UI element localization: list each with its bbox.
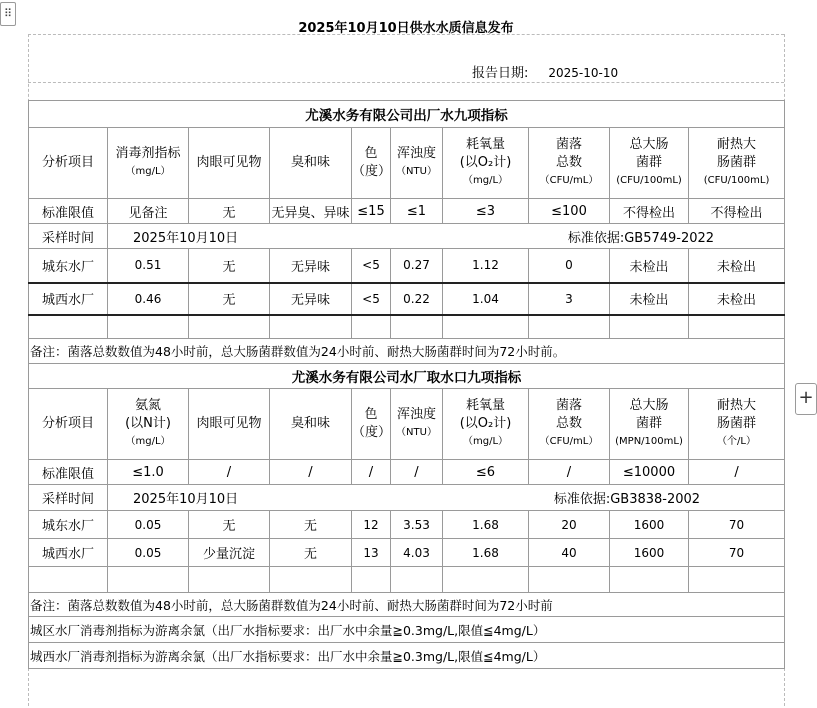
table-cell[interactable]: ≤1.0 (108, 460, 189, 485)
t1-header-row (29, 128, 785, 199)
t2-header-cell[interactable]: 耐热大 肠菌群 （个/L） (689, 389, 785, 460)
add-column-button[interactable]: + (795, 383, 817, 415)
table-cell[interactable] (352, 567, 391, 593)
table-cell[interactable]: ≤1 (391, 199, 443, 224)
table-cell[interactable]: 0.05 (108, 511, 189, 539)
table-cell[interactable]: 城东水厂 (29, 249, 108, 283)
table-cell[interactable] (610, 315, 689, 339)
table-row (29, 539, 785, 567)
table-cell[interactable]: 12 (352, 511, 391, 539)
table-cell[interactable]: 70 (689, 511, 785, 539)
t1-sampling-row (29, 224, 785, 249)
t2-header-cell[interactable]: 氨氮 (以N计) （mg/L） (108, 389, 189, 460)
document-title: 2025年10月10日供水水质信息发布 (298, 21, 514, 36)
table-cell[interactable]: 未检出 (689, 249, 785, 283)
table-cell[interactable]: ≤10000 (610, 460, 689, 485)
table-cell[interactable] (529, 315, 610, 339)
table-cell[interactable]: 无异味 (270, 283, 352, 315)
table-title-row (29, 101, 785, 128)
table-cell[interactable]: ≤100 (529, 199, 610, 224)
table-cell[interactable]: / (529, 460, 610, 485)
table-cell[interactable] (529, 567, 610, 593)
t1-limits-row (29, 199, 785, 224)
table-cell[interactable] (689, 315, 785, 339)
t2-note-row (29, 643, 785, 669)
t1-header-cell[interactable]: 肉眼可见物 (189, 128, 270, 199)
t1-title[interactable]: 尤溪水务有限公司出厂水九项指标 (29, 101, 785, 128)
quality-sheet (28, 100, 784, 669)
table-title-row (29, 364, 785, 389)
table-cell[interactable]: 未检出 (610, 283, 689, 315)
standard-basis: 标准依据:GB3838-2002 (553, 492, 701, 507)
standard-basis: 标准依据:GB5749-2022 (567, 230, 715, 246)
table-cell[interactable]: 无异臭、异味 (270, 199, 352, 224)
table-cell[interactable] (443, 567, 529, 593)
table-cell[interactable] (391, 315, 443, 339)
quality-table (28, 100, 785, 669)
table-cell[interactable]: 1.04 (443, 283, 529, 315)
t2-header-cell[interactable]: 浑浊度 （NTU） (391, 389, 443, 460)
table-cell[interactable]: 1600 (610, 539, 689, 567)
table-cell[interactable]: 20 (529, 511, 610, 539)
table-cell[interactable]: / (270, 460, 352, 485)
t1-header-cell[interactable]: 臭和味 (270, 128, 352, 199)
table-cell[interactable] (352, 315, 391, 339)
t1-header-cell[interactable]: 浑浊度 （NTU） (391, 128, 443, 199)
table-row (29, 249, 785, 283)
table-cell[interactable]: 1600 (610, 511, 689, 539)
t1-header-cell[interactable]: 色 （度） (352, 128, 391, 199)
t1-header-cell[interactable]: 耐热大 肠菌群 (CFU/100mL) (689, 128, 785, 199)
table-cell[interactable]: 城东水厂 (29, 511, 108, 539)
t2-note[interactable]: 城西水厂消毒剂指标为游离余氯（出厂水指标要求：出厂水中余量≧0.3mg/L,限值≦4mg/L） (29, 643, 785, 669)
table-cell[interactable]: 无 (189, 249, 270, 283)
table-cell[interactable]: 无 (189, 283, 270, 315)
table-cell[interactable]: 0.51 (108, 249, 189, 283)
table-cell[interactable] (29, 567, 108, 593)
table-cell[interactable]: 标准限值 (29, 199, 108, 224)
table-cell[interactable]: 无 (189, 199, 270, 224)
sampling-date: 2025年10月10日 (133, 230, 239, 246)
table-cell[interactable]: 未检出 (610, 249, 689, 283)
table-cell[interactable] (270, 315, 352, 339)
table-cell[interactable]: / (352, 460, 391, 485)
table-cell[interactable]: 无 (270, 539, 352, 567)
header-boundary (28, 82, 784, 83)
table-cell[interactable]: 0.46 (108, 283, 189, 315)
table-cell[interactable]: / (689, 460, 785, 485)
table-cell[interactable]: <5 (352, 249, 391, 283)
table-cell[interactable]: / (189, 460, 270, 485)
table-cell[interactable]: 0.22 (391, 283, 443, 315)
t1-note[interactable]: 备注：菌落总数数值为48小时前，总大肠菌群数值为24小时前、耐热大肠菌群时间为72小时前。 (29, 339, 785, 364)
table-cell[interactable]: 1.68 (443, 511, 529, 539)
table-cell[interactable]: 1.12 (443, 249, 529, 283)
t2-limits-row (29, 460, 785, 485)
t1-header-cell[interactable]: 耗氧量 (以O₂计) （mg/L） (443, 128, 529, 199)
t1-note-row (29, 339, 785, 364)
table-row (29, 511, 785, 539)
t2-header-cell[interactable]: 臭和味 (270, 389, 352, 460)
table-cell[interactable]: <5 (352, 283, 391, 315)
table-cell[interactable]: 3.53 (391, 511, 443, 539)
table-cell[interactable]: 70 (689, 539, 785, 567)
t1-sampling-cell[interactable] (108, 224, 785, 249)
report-date-value: 2025-10-10 (548, 66, 619, 80)
t1-header-cell[interactable]: 消毒剂指标 （mg/L） (108, 128, 189, 199)
t2-note[interactable]: 城区水厂消毒剂指标为游离余氯（出厂水指标要求：出厂水中余量≧0.3mg/L,限值≦4mg/L） (29, 617, 785, 643)
t2-header-cell[interactable]: 肉眼可见物 (189, 389, 270, 460)
table-cell[interactable]: 采样时间 (29, 224, 108, 249)
t2-note[interactable]: 备注：菌落总数数值为48小时前，总大肠菌群数值为24小时前、耐热大肠菌群时间为72小时前 (29, 593, 785, 617)
table-cell[interactable]: ≤15 (352, 199, 391, 224)
sampling-date: 2025年10月10日 (133, 492, 239, 507)
t2-note-row (29, 617, 785, 643)
t2-header-cell[interactable]: 菌落 总数 （CFU/mL） (529, 389, 610, 460)
t1-header-cell[interactable]: 菌落 总数 （CFU/mL） (529, 128, 610, 199)
table-cell[interactable]: 0 (529, 249, 610, 283)
table-cell[interactable] (443, 315, 529, 339)
t2-header-cell[interactable]: 总大肠 菌群 (MPN/100mL) (610, 389, 689, 460)
table-cell[interactable] (29, 315, 108, 339)
table-cell[interactable] (391, 567, 443, 593)
t2-header-cell[interactable]: 分析项目 (29, 389, 108, 460)
table-cell[interactable]: / (391, 460, 443, 485)
table-cell[interactable]: ≤6 (443, 460, 529, 485)
table-cell[interactable]: 城西水厂 (29, 539, 108, 567)
table-cell[interactable] (689, 567, 785, 593)
t2-sampling-cell[interactable] (108, 485, 785, 511)
table-row (29, 283, 785, 315)
t2-title[interactable]: 尤溪水务有限公司水厂取水口九项指标 (29, 364, 785, 389)
t2-sampling-row (29, 485, 785, 511)
table-cell[interactable]: 0.05 (108, 539, 189, 567)
table-cell[interactable] (108, 315, 189, 339)
table-cell[interactable]: 采样时间 (29, 485, 108, 511)
empty-row (29, 315, 785, 339)
t2-header-cell[interactable]: 耗氧量 (以O₂计) （mg/L） (443, 389, 529, 460)
table-cell[interactable]: 城西水厂 (29, 283, 108, 315)
table-cell[interactable]: 无 (189, 511, 270, 539)
table-cell[interactable]: 不得检出 (689, 199, 785, 224)
table-cell[interactable]: 无 (270, 511, 352, 539)
report-date-label: 报告日期: (472, 66, 529, 81)
t2-header-cell[interactable]: 色 （度） (352, 389, 391, 460)
table-cell[interactable]: 不得检出 (610, 199, 689, 224)
table-cell[interactable]: 无异味 (270, 249, 352, 283)
table-cell[interactable]: 13 (352, 539, 391, 567)
table-cell[interactable]: 40 (529, 539, 610, 567)
table-cell[interactable]: 1.68 (443, 539, 529, 567)
table-move-handle[interactable]: ⠿ (0, 2, 16, 26)
report-date (472, 62, 618, 81)
table-cell[interactable] (270, 567, 352, 593)
table-cell[interactable]: ≤3 (443, 199, 529, 224)
table-cell[interactable] (189, 567, 270, 593)
t2-header-row (29, 389, 785, 460)
t1-header-cell[interactable]: 总大肠 菌群 (CFU/100mL) (610, 128, 689, 199)
table-cell[interactable]: 3 (529, 283, 610, 315)
table-cell[interactable]: 4.03 (391, 539, 443, 567)
empty-row (29, 567, 785, 593)
t2-note-row (29, 593, 785, 617)
table-cell[interactable]: 标准限值 (29, 460, 108, 485)
table-cell[interactable]: 未检出 (689, 283, 785, 315)
table-cell[interactable] (108, 567, 189, 593)
header-boundary (28, 34, 784, 35)
t1-header-cell[interactable]: 分析项目 (29, 128, 108, 199)
table-cell[interactable] (189, 315, 270, 339)
table-cell[interactable]: 少量沉淀 (189, 539, 270, 567)
table-cell[interactable]: 见备注 (108, 199, 189, 224)
table-cell[interactable]: 0.27 (391, 249, 443, 283)
table-cell[interactable] (610, 567, 689, 593)
